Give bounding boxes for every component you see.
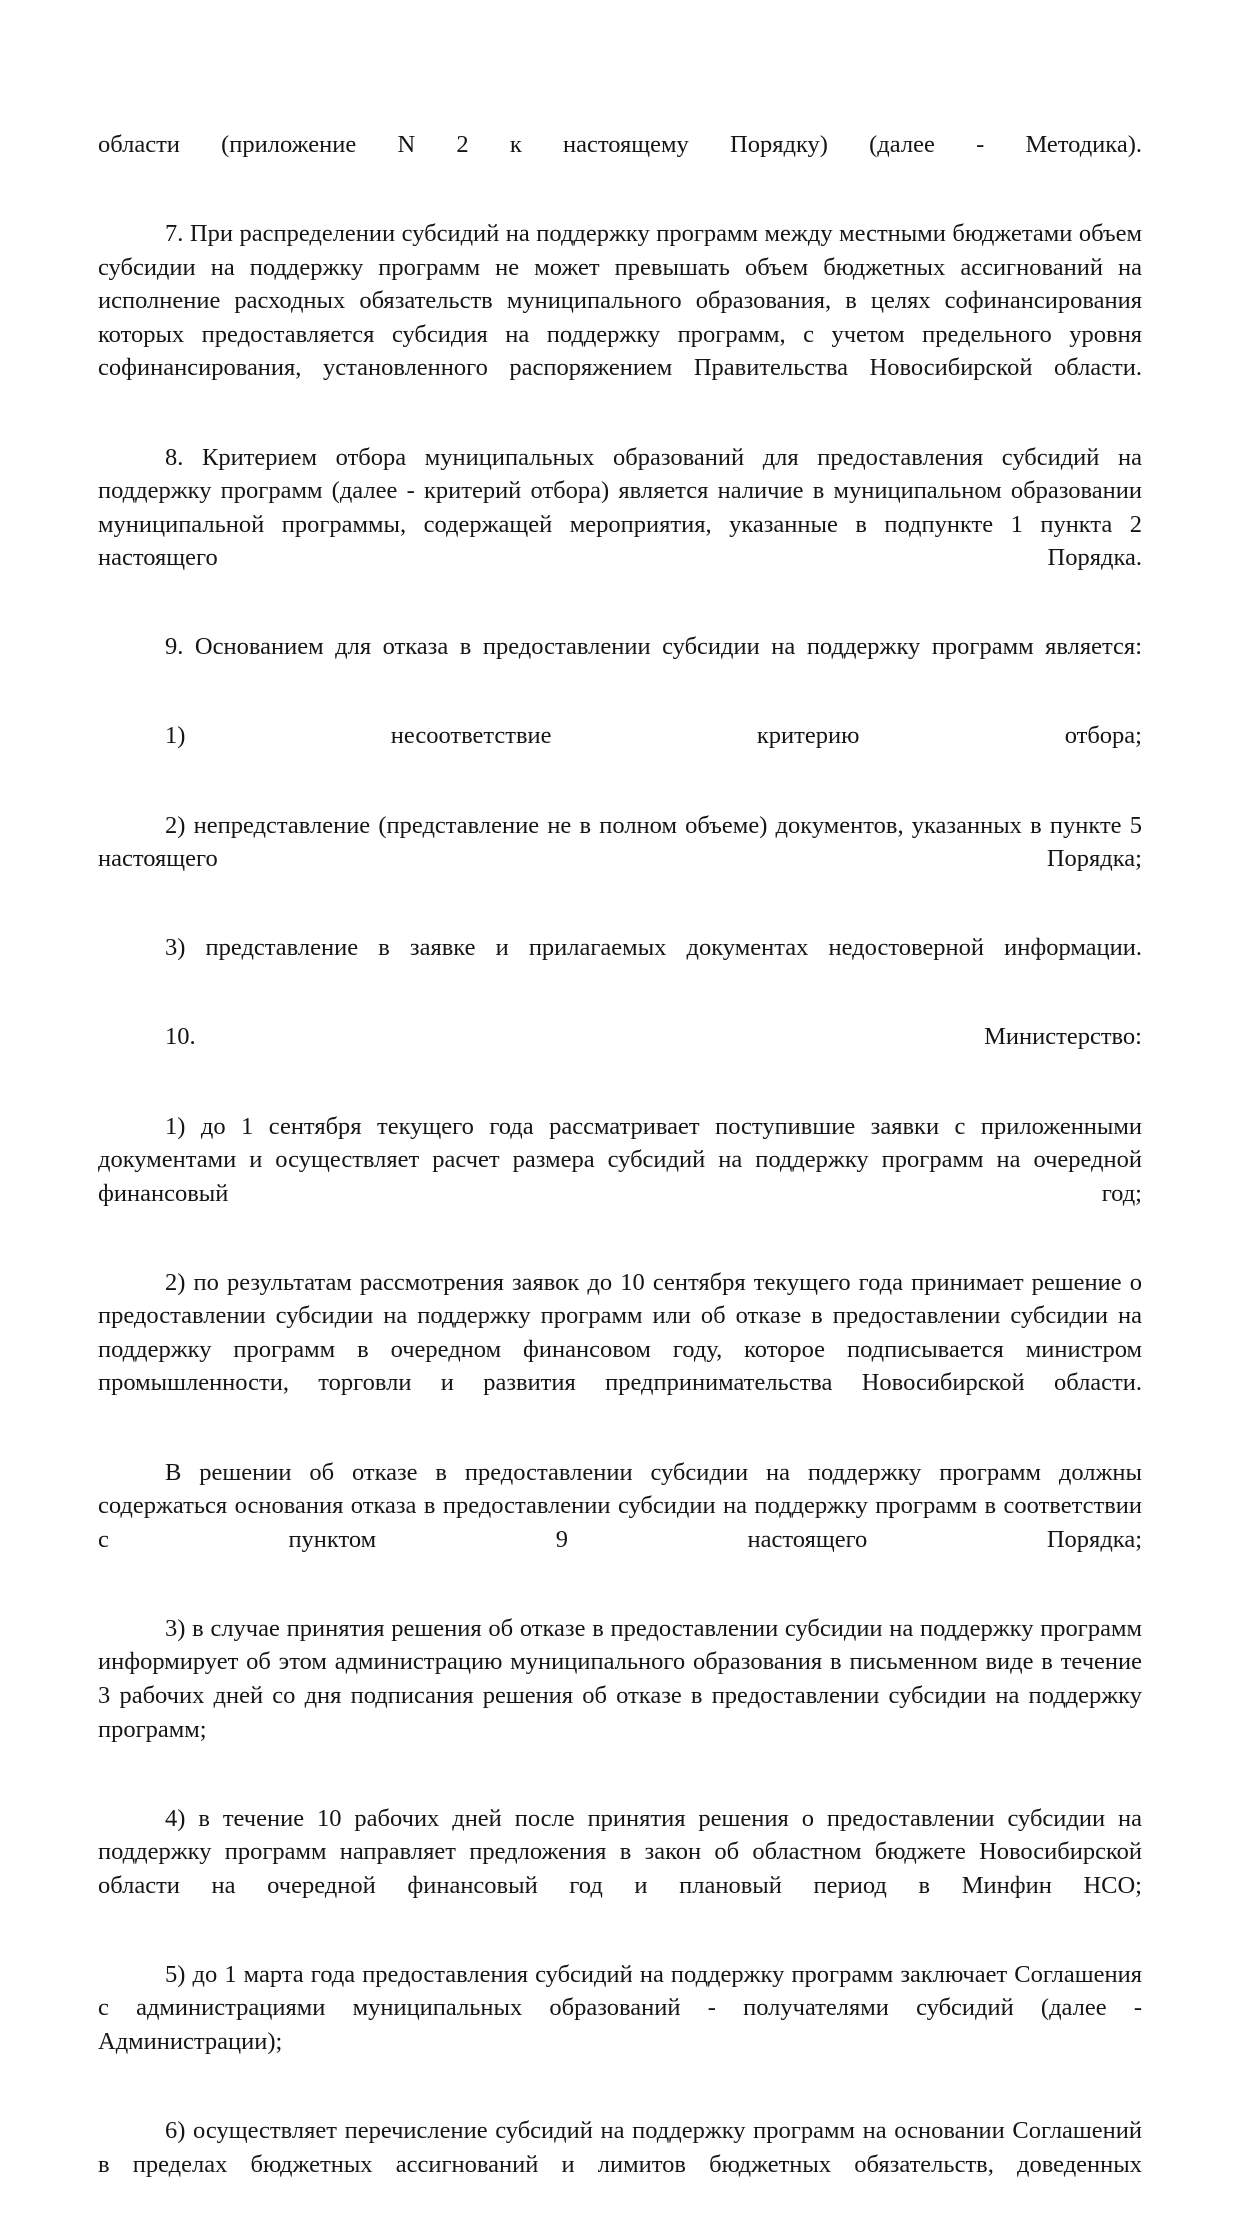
paragraph-p-continuation: области (приложение N 2 к настоящему Порядку) (далее - Методика). xyxy=(98,131,1142,158)
paragraph-p-9-1: 1) несоответствие критерию отбора; xyxy=(165,722,1142,750)
paragraph-p-10: 10. Министерство: xyxy=(165,1023,1142,1051)
paragraph-p-7: 7. При распределении субсидий на поддержку программ между местными бюджетами объем субсидии на поддержку программ не может превышать объем бюджетных ассигнований на исполнение расходных обязательств муниципального образования, в целях софинансирования которых предоставляется субсидия на поддержку программ, с учетом предельного уровня софинансирования, установленного распоряжением Правительства Новосибирской области. xyxy=(98,220,1142,382)
paragraph-p-10-5: 5) до 1 марта года предоставления субсидий на поддержку программ заключает Соглашения с администрациями муниципальных образований - получателями субсидий (далее - Администрации); xyxy=(98,1960,1142,2055)
paragraph-p-10-2: 2) по результатам рассмотрения заявок до 10 сентября текущего года принимает решение о предоставлении субсидии на поддержку программ или об отказе в предоставлении субсидии на поддержку программ в очередном финансовом году, которое подписывается министром промышленности, торговли и развития предпринимательства Новосибирской области. xyxy=(98,1268,1142,1397)
paragraph-p-10-1: 1) до 1 сентября текущего года рассматривает поступившие заявки с приложенными документами и осуществляет расчет размера субсидий на поддержку программ на очередной финансовый год; xyxy=(98,1112,1142,1207)
paragraph-p-10-3: 3) в случае принятия решения об отказе в предоставлении субсидии на поддержку программ информирует об этом администрацию муниципального образования в письменном виде в течение 3 рабочих дней со дня подписания решения об отказе в предоставлении субсидии на поддержку программ; xyxy=(98,1614,1142,1743)
paragraph-p-10-4: 4) в течение 10 рабочих дней после принятия решения о предоставлении субсидии на поддержку программ направляет предложения в закон об областном бюджете Новосибирской области на очередной финансовый год и плановый период в Минфин НСО; xyxy=(98,1804,1142,1899)
paragraph-p-10-2-note: В решении об отказе в предоставлении субсидии на поддержку программ должны содержаться основания отказа в предоставлении субсидии на поддержку программ в соответствии с пунктом 9 настоящего Порядка; xyxy=(98,1458,1142,1553)
paragraph-p-9-3: 3) представление в заявке и прилагаемых документах недостоверной информации. xyxy=(165,934,1142,962)
paragraph-p-9: 9. Основанием для отказа в предоставлении субсидии на поддержку программ является: xyxy=(165,633,1142,661)
document-body xyxy=(98,128,1142,2215)
paragraph-p-10-6: 6) осуществляет перечисление субсидий на поддержку программ на основании Соглашений в пределах бюджетных ассигнований и лимитов бюджетных обязательств, доведенных xyxy=(98,2117,1142,2178)
paragraph-p-9-2: 2) непредставление (представление не в полном объеме) документов, указанных в пункте 5 настоящего Порядка; xyxy=(98,811,1142,873)
paragraph-p-8: 8. Критерием отбора муниципальных образований для предоставления субсидий на поддержку программ (далее - критерий отбора) является наличие в муниципальном образовании муниципальной программы, содержащей мероприятия, указанные в подпункте 1 пункта 2 настоящего Порядка. xyxy=(98,443,1142,572)
